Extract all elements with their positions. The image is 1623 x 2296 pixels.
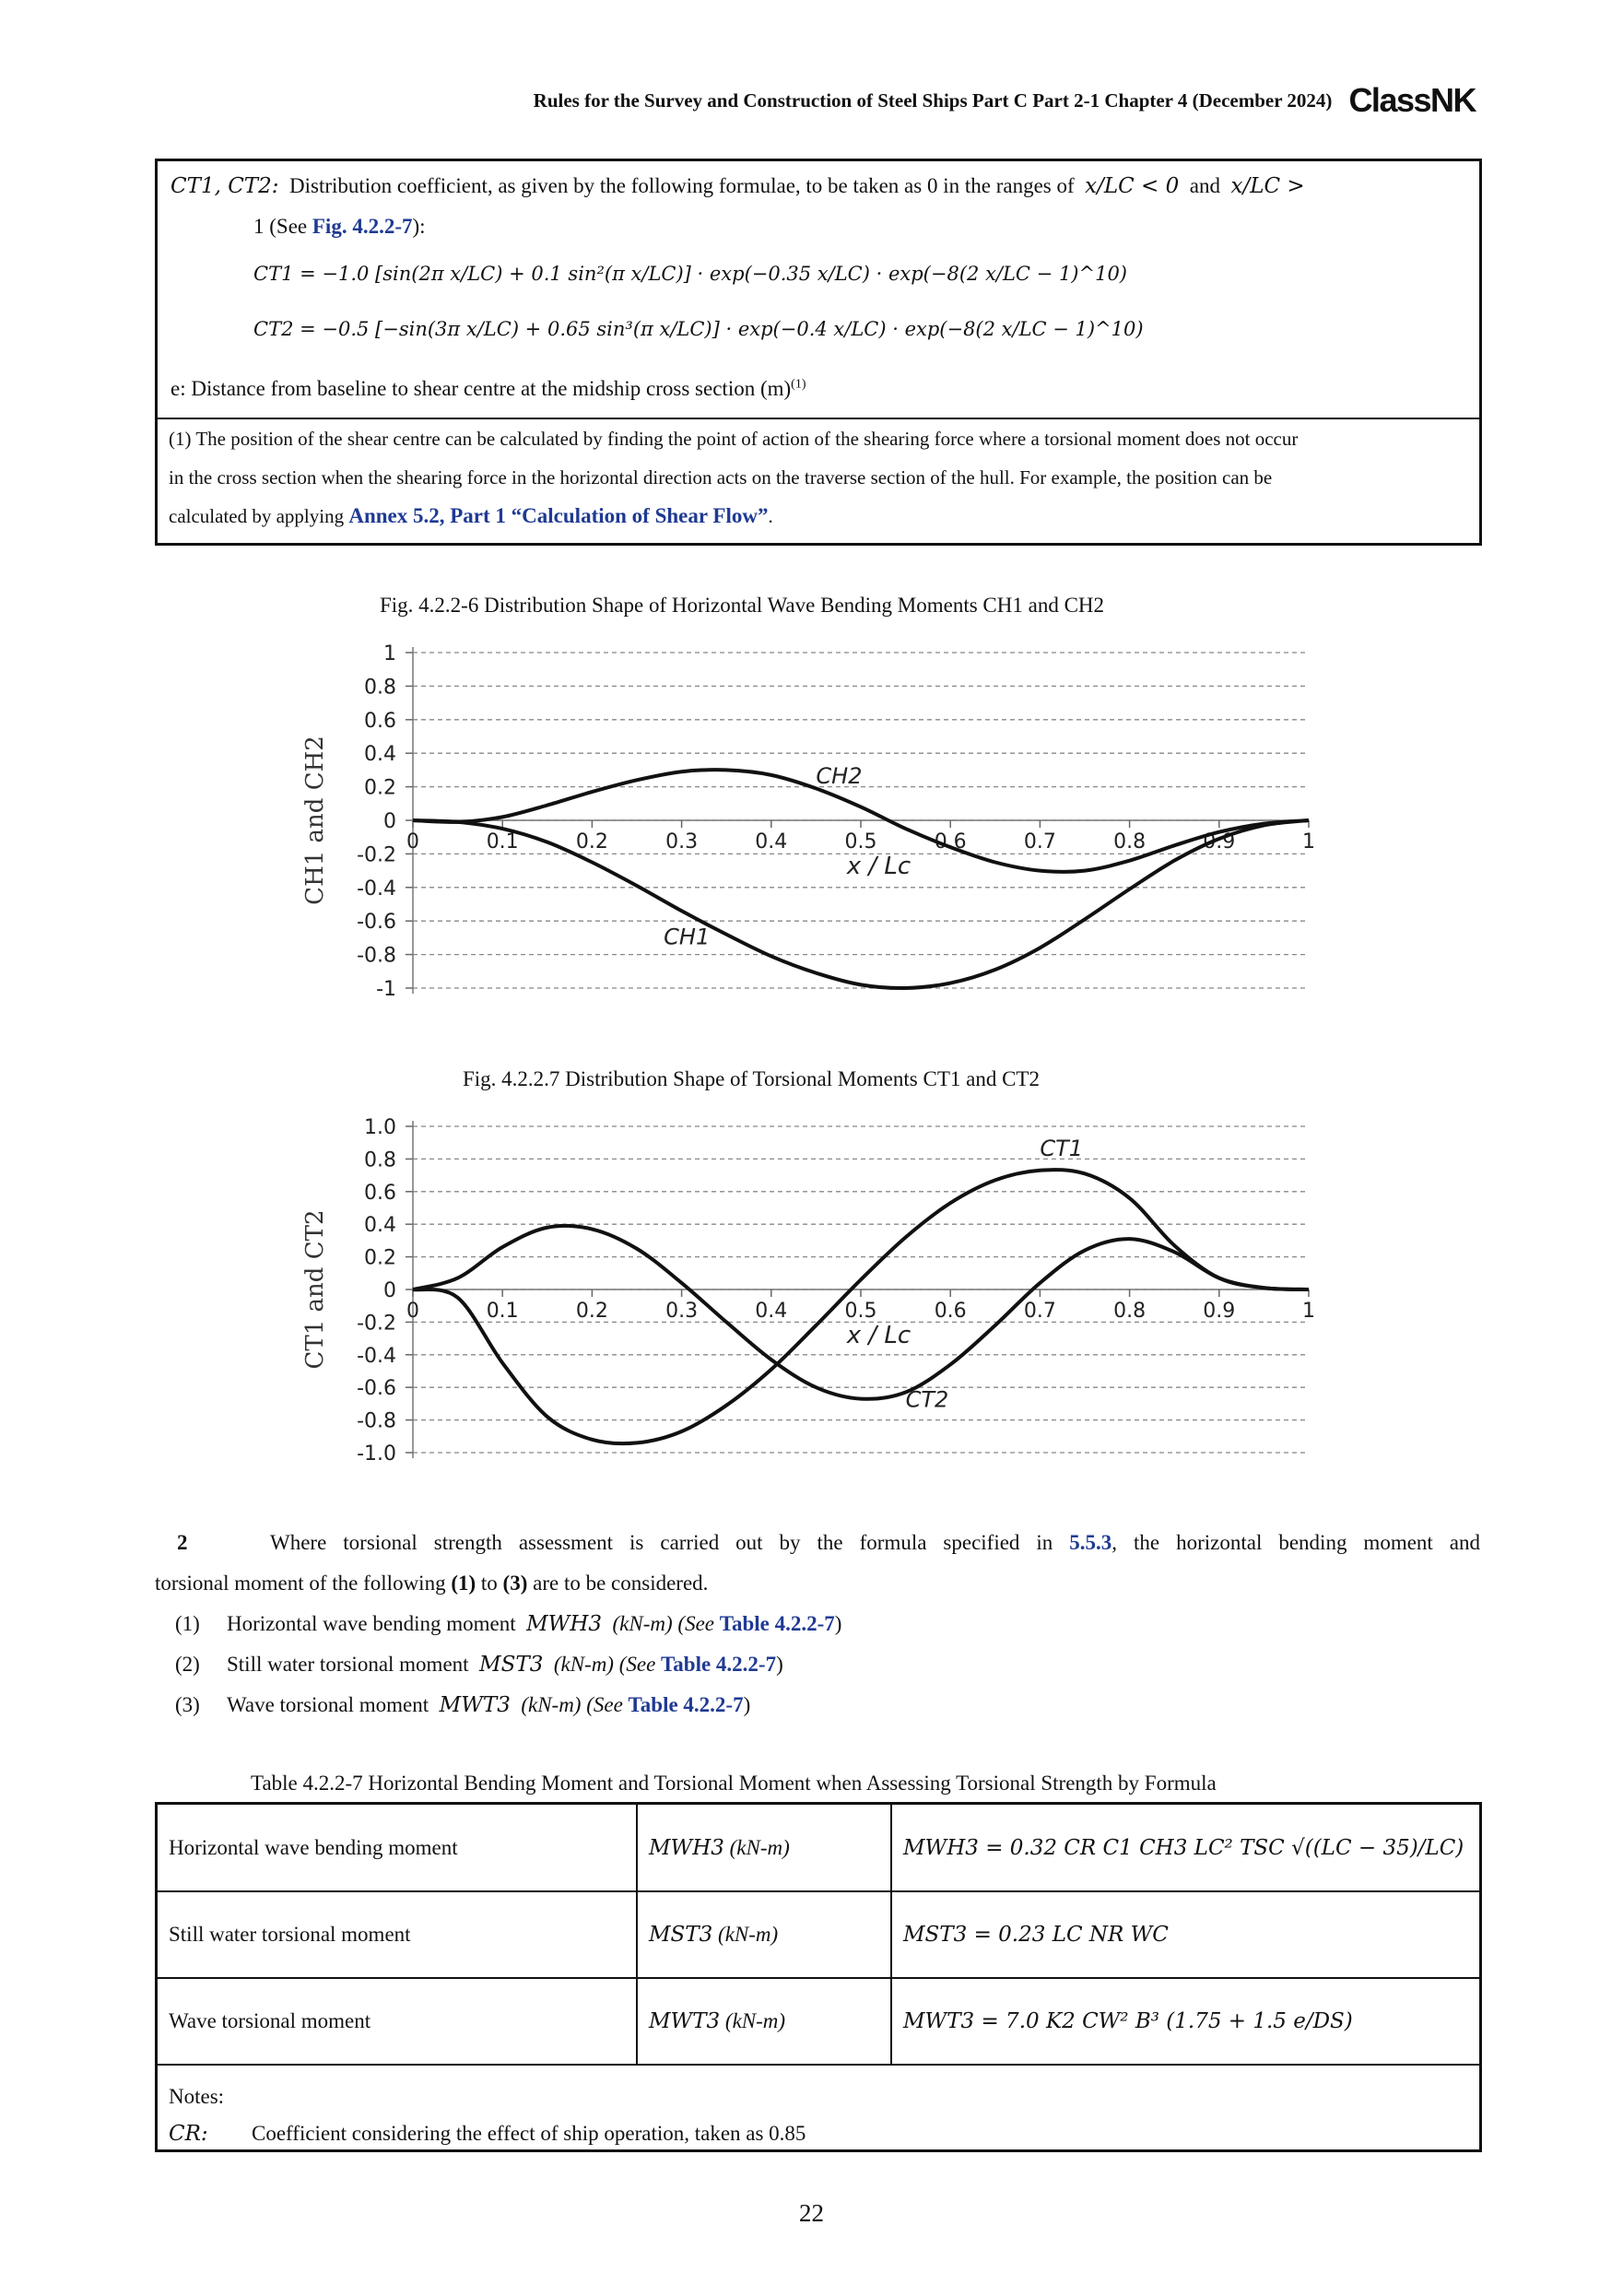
x-tick-label: 0.8 <box>1113 1300 1147 1323</box>
x-tick-label: 0.7 <box>1023 830 1056 854</box>
y-tick-label: -0.8 <box>357 1409 396 1433</box>
range-upper: x/LC > <box>1230 174 1305 198</box>
y-tick-label: 0 <box>383 1279 396 1302</box>
para2-text2: , the horizontal bending moment and <box>1111 1531 1480 1554</box>
x-tick-label: 0.9 <box>1203 830 1236 854</box>
item-unit: (kN-m) <box>521 1693 582 1716</box>
symbol: MWH3 <box>649 1835 724 1860</box>
para-number: 2 <box>177 1531 188 1554</box>
x-tick-label: 0.2 <box>575 1300 608 1323</box>
item-number: (1) <box>175 1612 200 1635</box>
y-tick-label: -0.6 <box>357 1377 396 1401</box>
row-formula: MST3 = 0.23 LC NR WC <box>891 1891 1479 1978</box>
x-tick-label: 0.4 <box>755 830 788 854</box>
list-item <box>175 1685 1480 1725</box>
and-word: and <box>1189 174 1220 197</box>
classnk-logo: ClassNK <box>1348 81 1476 119</box>
item-end: ) <box>834 1612 842 1635</box>
x-tick-label: 0.6 <box>934 830 967 854</box>
y-tick-label: -0.4 <box>357 1344 396 1368</box>
table-row <box>158 1805 1479 1891</box>
table-caption: Table 4.2.2-7 Horizontal Bending Moment and Torsional Moment when Assessing Torsional Strength by Formula <box>251 1772 1217 1795</box>
para2-line2-pre: torsional moment of the following <box>155 1572 446 1595</box>
item-number: (2) <box>175 1653 200 1676</box>
y-axis-label: CH1 and CH2 <box>301 736 329 905</box>
series-label-ct2: CT2 <box>905 1386 949 1413</box>
torsional-moment-chart <box>276 1106 1346 1484</box>
y-tick-label: -0.4 <box>357 877 396 901</box>
y-tick-label: 0.8 <box>364 1148 396 1172</box>
item-text: Wave torsional moment <box>227 1693 429 1716</box>
page-number: 22 <box>799 2199 824 2227</box>
row-symbol <box>637 1978 891 2065</box>
page-header <box>534 81 1476 120</box>
footnote-end: . <box>768 505 773 527</box>
coeff-intro: Distribution coefficient, as given by the following formulae, to be taken as 0 in the ranges of <box>289 174 1075 197</box>
para2-line2-end: are to be considered. <box>533 1572 709 1595</box>
row-name: Horizontal wave bending moment <box>158 1805 637 1891</box>
x-tick-label: 0.3 <box>665 1300 699 1323</box>
y-tick-label: 0.2 <box>364 1246 396 1270</box>
footnote <box>158 419 1479 536</box>
annex-link[interactable]: Annex 5.2, Part 1 “Calculation of Shear Flow” <box>348 504 769 527</box>
y-tick-label: 0.2 <box>364 776 396 800</box>
x-tick-label: 0.3 <box>665 830 699 854</box>
notes-cell <box>158 2065 1479 2152</box>
item-text: Horizontal wave bending moment <box>227 1612 516 1635</box>
figure-1-caption: Fig. 4.2.2-6 Distribution Shape of Horizontal Wave Bending Moments CH1 and CH2 <box>380 594 1105 617</box>
formula-ct1: CT1 = −1.0 [sin(2π x/LC) + 0.1 sin²(π x/LC)] · exp(−0.35 x/LC) · exp(−8(2 x/LC − 1)^10) <box>253 263 1128 285</box>
x-axis-label: x / Lc <box>846 1322 911 1349</box>
x-tick-label: 0.9 <box>1203 1300 1236 1323</box>
y-tick-label: -0.2 <box>357 843 396 867</box>
unit: (kN-m) <box>724 2009 786 2032</box>
table-ref-link[interactable]: Table 4.2.2-7 <box>628 1693 744 1716</box>
item-end: ) <box>776 1653 783 1676</box>
list-item <box>175 1604 1480 1644</box>
symbol: MWT3 <box>649 2009 721 2033</box>
x-tick-label: 0.7 <box>1023 1300 1056 1323</box>
item-list <box>155 1604 1480 1725</box>
x-tick-label: 0 <box>406 830 419 854</box>
item-text: Still water torsional moment <box>227 1653 469 1676</box>
para2-line1 <box>155 1523 1480 1563</box>
item-symbol: MWH3 <box>526 1612 603 1636</box>
x-tick-label: 1 <box>1302 830 1315 854</box>
unit: (kN-m) <box>729 1835 790 1859</box>
moment-table <box>155 1802 1482 2152</box>
x-tick-label: 0.6 <box>934 1300 967 1323</box>
y-tick-label: -0.6 <box>357 911 396 935</box>
document-title: Rules for the Survey and Construction of Steel Ships Part C Part 2-1 Chapter 4 (December 2024) <box>533 88 1333 112</box>
item-unit: (kN-m) <box>553 1653 614 1676</box>
row-symbol <box>637 1805 891 1891</box>
e-footnote-marker: (1) <box>791 377 806 392</box>
item-unit: (kN-m) <box>612 1612 673 1635</box>
unit: (kN-m) <box>718 1923 779 1946</box>
x-tick-label: 0.2 <box>575 830 608 854</box>
coeff-label: CT1, CT2: <box>171 174 279 198</box>
para2-line2 <box>155 1563 1480 1604</box>
footnote-line-1: (1) The position of the shear centre can be calculated by finding the point of action of the shearing force where a torsional moment does not occur <box>169 428 1299 450</box>
table-row <box>158 1891 1479 1978</box>
coefficient-definitions <box>158 161 1479 419</box>
note-text: Coefficient considering the effect of ship operation, taken as 0.85 <box>252 2122 806 2145</box>
x-tick-label: 0 <box>406 1300 419 1323</box>
x-tick-label: 0.5 <box>844 830 877 854</box>
series-label-ch2: CH2 <box>816 762 863 789</box>
footnote-line-2: in the cross section when the shearing force in the horizontal direction acts on the traverse section of the hull. For example, the position can be <box>169 466 1273 489</box>
x-tick-label: 0.1 <box>486 830 519 854</box>
figure-2-caption: Fig. 4.2.2.7 Distribution Shape of Torsional Moments CT1 and CT2 <box>463 1067 1040 1090</box>
table-row <box>158 1978 1479 2065</box>
symbol: MST3 <box>649 1923 713 1947</box>
see-end: ): <box>412 215 426 238</box>
x-tick-label: 0.5 <box>844 1300 877 1323</box>
y-tick-label: 0.6 <box>364 709 396 733</box>
y-tick-label: -0.2 <box>357 1312 396 1336</box>
coeff-intro-line <box>171 174 1305 198</box>
list-item <box>175 1644 1480 1685</box>
row-formula: MWH3 = 0.32 CR C1 CH3 LC² TSC √((LC − 35)/LC) <box>891 1805 1479 1891</box>
item-ref-3: (3) <box>502 1572 528 1595</box>
notes-label: Notes: <box>169 2085 225 2108</box>
moment-table-grid <box>158 1805 1479 2152</box>
y-tick-label: 1.0 <box>364 1116 396 1139</box>
row-symbol <box>637 1891 891 1978</box>
y-tick-label: 1 <box>383 642 396 665</box>
x-tick-label: 0.8 <box>1113 830 1147 854</box>
paragraph-2 <box>155 1523 1480 1725</box>
coeff-see-line <box>253 215 426 239</box>
footnote-line-3 <box>169 497 1468 536</box>
table-ref-link[interactable]: Table 4.2.2-7 <box>719 1612 835 1635</box>
see-prefix: 1 (See <box>253 215 308 238</box>
row-name: Wave torsional moment <box>158 1978 637 2065</box>
row-name: Still water torsional moment <box>158 1891 637 1978</box>
ref-5-5-3-link[interactable]: 5.5.3 <box>1069 1531 1112 1554</box>
formula-ct2: CT2 = −0.5 [−sin(3π x/LC) + 0.65 sin³(π x/LC)] · exp(−0.4 x/LC) · exp(−8(2 x/LC − 1)^10) <box>253 318 1144 340</box>
y-tick-label: 0 <box>383 810 396 833</box>
range-lower: x/LC < 0 <box>1085 174 1180 198</box>
x-tick-label: 0.1 <box>486 1300 519 1323</box>
x-tick-label: 0.4 <box>755 1300 788 1323</box>
y-tick-label: 0.4 <box>364 743 396 767</box>
e-definition-text: e: Distance from baseline to shear centre at the midship cross section (m) <box>171 377 792 400</box>
e-definition <box>171 377 806 401</box>
item-symbol: MST3 <box>479 1653 544 1677</box>
note-symbol: CR: <box>169 2122 208 2146</box>
item-number: (3) <box>175 1693 200 1716</box>
fig-4-2-2-7-link[interactable]: Fig. 4.2.2-7 <box>312 215 413 238</box>
horizontal-bending-moment-chart <box>276 632 1346 1019</box>
note-cr <box>169 2115 1468 2152</box>
to-word: to <box>480 1572 498 1595</box>
notes-row <box>158 2065 1479 2152</box>
x-tick-label: 1 <box>1302 1300 1315 1323</box>
y-tick-label: -1.0 <box>357 1442 396 1466</box>
item-see: (See <box>677 1612 714 1635</box>
y-tick-label: -0.8 <box>357 944 396 968</box>
y-tick-label: 0.4 <box>364 1214 396 1238</box>
footnote-line-3-text: calculated by applying <box>169 505 345 527</box>
item-see: (See <box>618 1653 656 1676</box>
table-ref-link[interactable]: Table 4.2.2-7 <box>661 1653 777 1676</box>
para2-text1: Where torsional strength assessment is carried out by the formula specified in <box>270 1531 1053 1554</box>
item-end: ) <box>743 1693 751 1716</box>
x-axis-label: x / Lc <box>846 853 911 880</box>
item-ref-1: (1) <box>451 1572 476 1595</box>
y-axis-label: CT1 and CT2 <box>301 1209 329 1370</box>
y-tick-label: 0.6 <box>364 1181 396 1205</box>
series-label-ct1: CT1 <box>1040 1135 1084 1161</box>
row-formula: MWT3 = 7.0 K2 CW² B³ (1.75 + 1.5 e/DS) <box>891 1978 1479 2065</box>
item-symbol: MWT3 <box>439 1693 511 1717</box>
series-label-ch1: CH1 <box>664 924 711 950</box>
y-tick-label: -1 <box>376 978 396 1001</box>
coefficient-definition-box <box>155 159 1482 546</box>
item-see: (See <box>586 1693 623 1716</box>
y-tick-label: 0.8 <box>364 676 396 700</box>
